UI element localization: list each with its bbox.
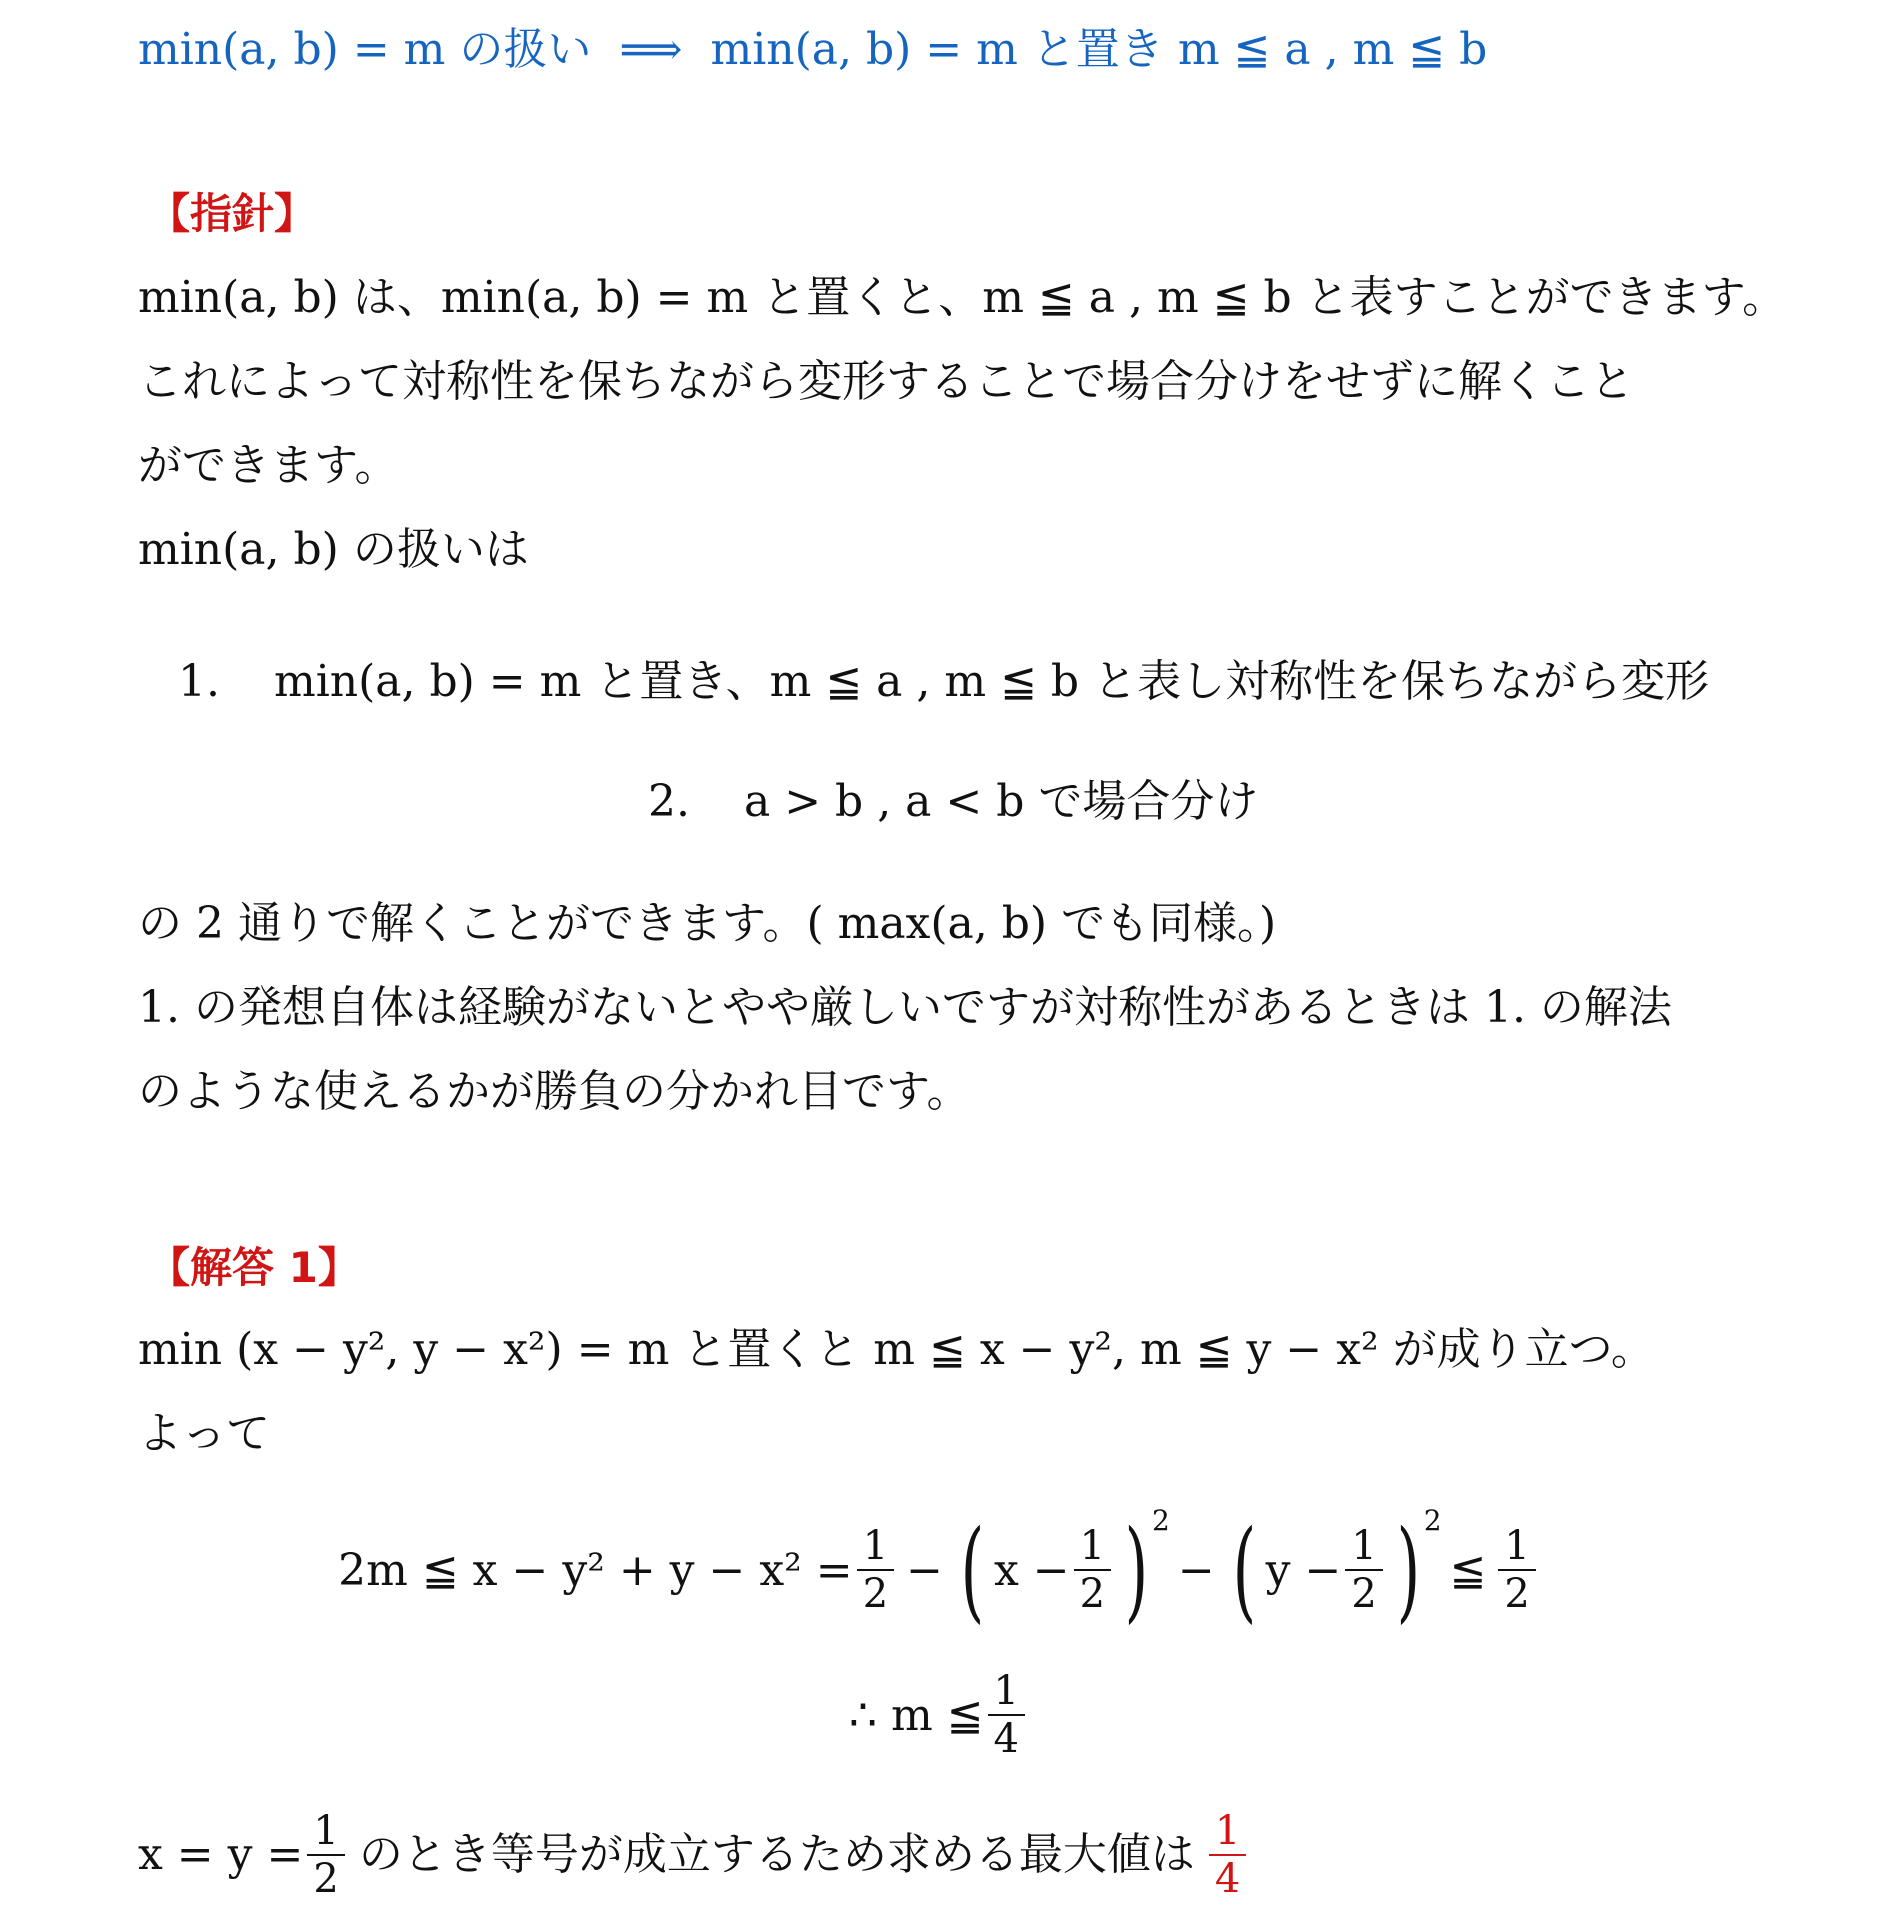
equation-lhs: 2m ≦ x − y² + y − x² = [338, 1544, 853, 1596]
y-minus: y − [1265, 1544, 1342, 1596]
fraction-half: $\frac{1}{2}$ [857, 1523, 894, 1617]
left-paren: ( [1232, 1506, 1256, 1634]
right-paren: ) [1396, 1506, 1421, 1634]
list-item-number: 1. [178, 656, 220, 707]
fraction-half: $\frac{1}{2}$ [1345, 1523, 1382, 1617]
fraction-quarter: $\frac{1}{4}$ [988, 1668, 1025, 1762]
guideline-heading: 【指針】 [148, 189, 317, 238]
answer-line-1: min (x − y², y − x²) = m と置くと m ≦ x − y², m ≦ y − x² が成り立つ。 [138, 1324, 1655, 1375]
x-minus: x − [993, 1544, 1070, 1596]
final-text: のとき等号が成立するため求める最大値は [358, 1829, 1195, 1880]
guideline-line-5: の 2 通りで解くことができます。( max(a, b) でも同様。) [138, 898, 1277, 949]
guideline-line-1: min(a, b) は、min(a, b) = m と置くと、m ≦ a , m ≦ b と表すことができます。 [138, 272, 1787, 323]
title-part2: min(a, b) = m と置き m ≦ a , m ≦ b [710, 24, 1488, 75]
list-item-1 [178, 654, 1709, 710]
list-item-text: a > b , a < b で場合分け [743, 776, 1259, 827]
fraction-half: $\frac{1}{2}$ [1498, 1523, 1535, 1617]
final-line [138, 1800, 1250, 1910]
minus-sign: − [1177, 1544, 1215, 1596]
therefore-lhs: ∴ m ≦ [848, 1689, 984, 1741]
implies-arrow: ⟹ [619, 24, 683, 75]
title-part1: min(a, b) = m の扱い [138, 24, 592, 75]
list-item-number: 2. [648, 776, 690, 827]
answer-heading: 【解答 1】 [148, 1243, 360, 1292]
right-paren: ) [1124, 1506, 1149, 1634]
guideline-line-7: のような使えるかが勝負の分かれ目です。 [138, 1066, 971, 1117]
fraction-half: $\frac{1}{2}$ [1074, 1523, 1111, 1617]
answer-line-2: よって [138, 1408, 270, 1459]
guideline-line-6: 1. の発想自体は経験がないとやや厳しいですが対称性があるときは 1. の解法 [138, 982, 1672, 1033]
final-answer-fraction: $\frac{1}{4}$ [1209, 1808, 1246, 1902]
left-paren: ( [960, 1506, 985, 1634]
equation-2 [0, 1660, 1878, 1770]
list-item-text: min(a, b) = m と置き、m ≦ a , m ≦ b と表し対称性を保ちながら変形 [273, 656, 1710, 707]
square-exponent: 2 [1423, 1503, 1442, 1537]
equation-1 [0, 1500, 1878, 1640]
final-lhs: x = y = [138, 1829, 304, 1880]
guideline-line-3: ができます。 [138, 440, 399, 491]
guideline-line-4: min(a, b) の扱いは [138, 524, 529, 575]
leq-sign: ≦ [1449, 1544, 1487, 1596]
list-item-2 [648, 774, 1258, 830]
square-exponent: 2 [1151, 1503, 1170, 1537]
minus-sign: − [906, 1544, 944, 1596]
title-line [138, 22, 1487, 78]
fraction-half: $\frac{1}{2}$ [307, 1808, 344, 1902]
guideline-line-2: これによって対称性を保ちながら変形することで場合分けをせずに解くこと [138, 356, 1634, 407]
